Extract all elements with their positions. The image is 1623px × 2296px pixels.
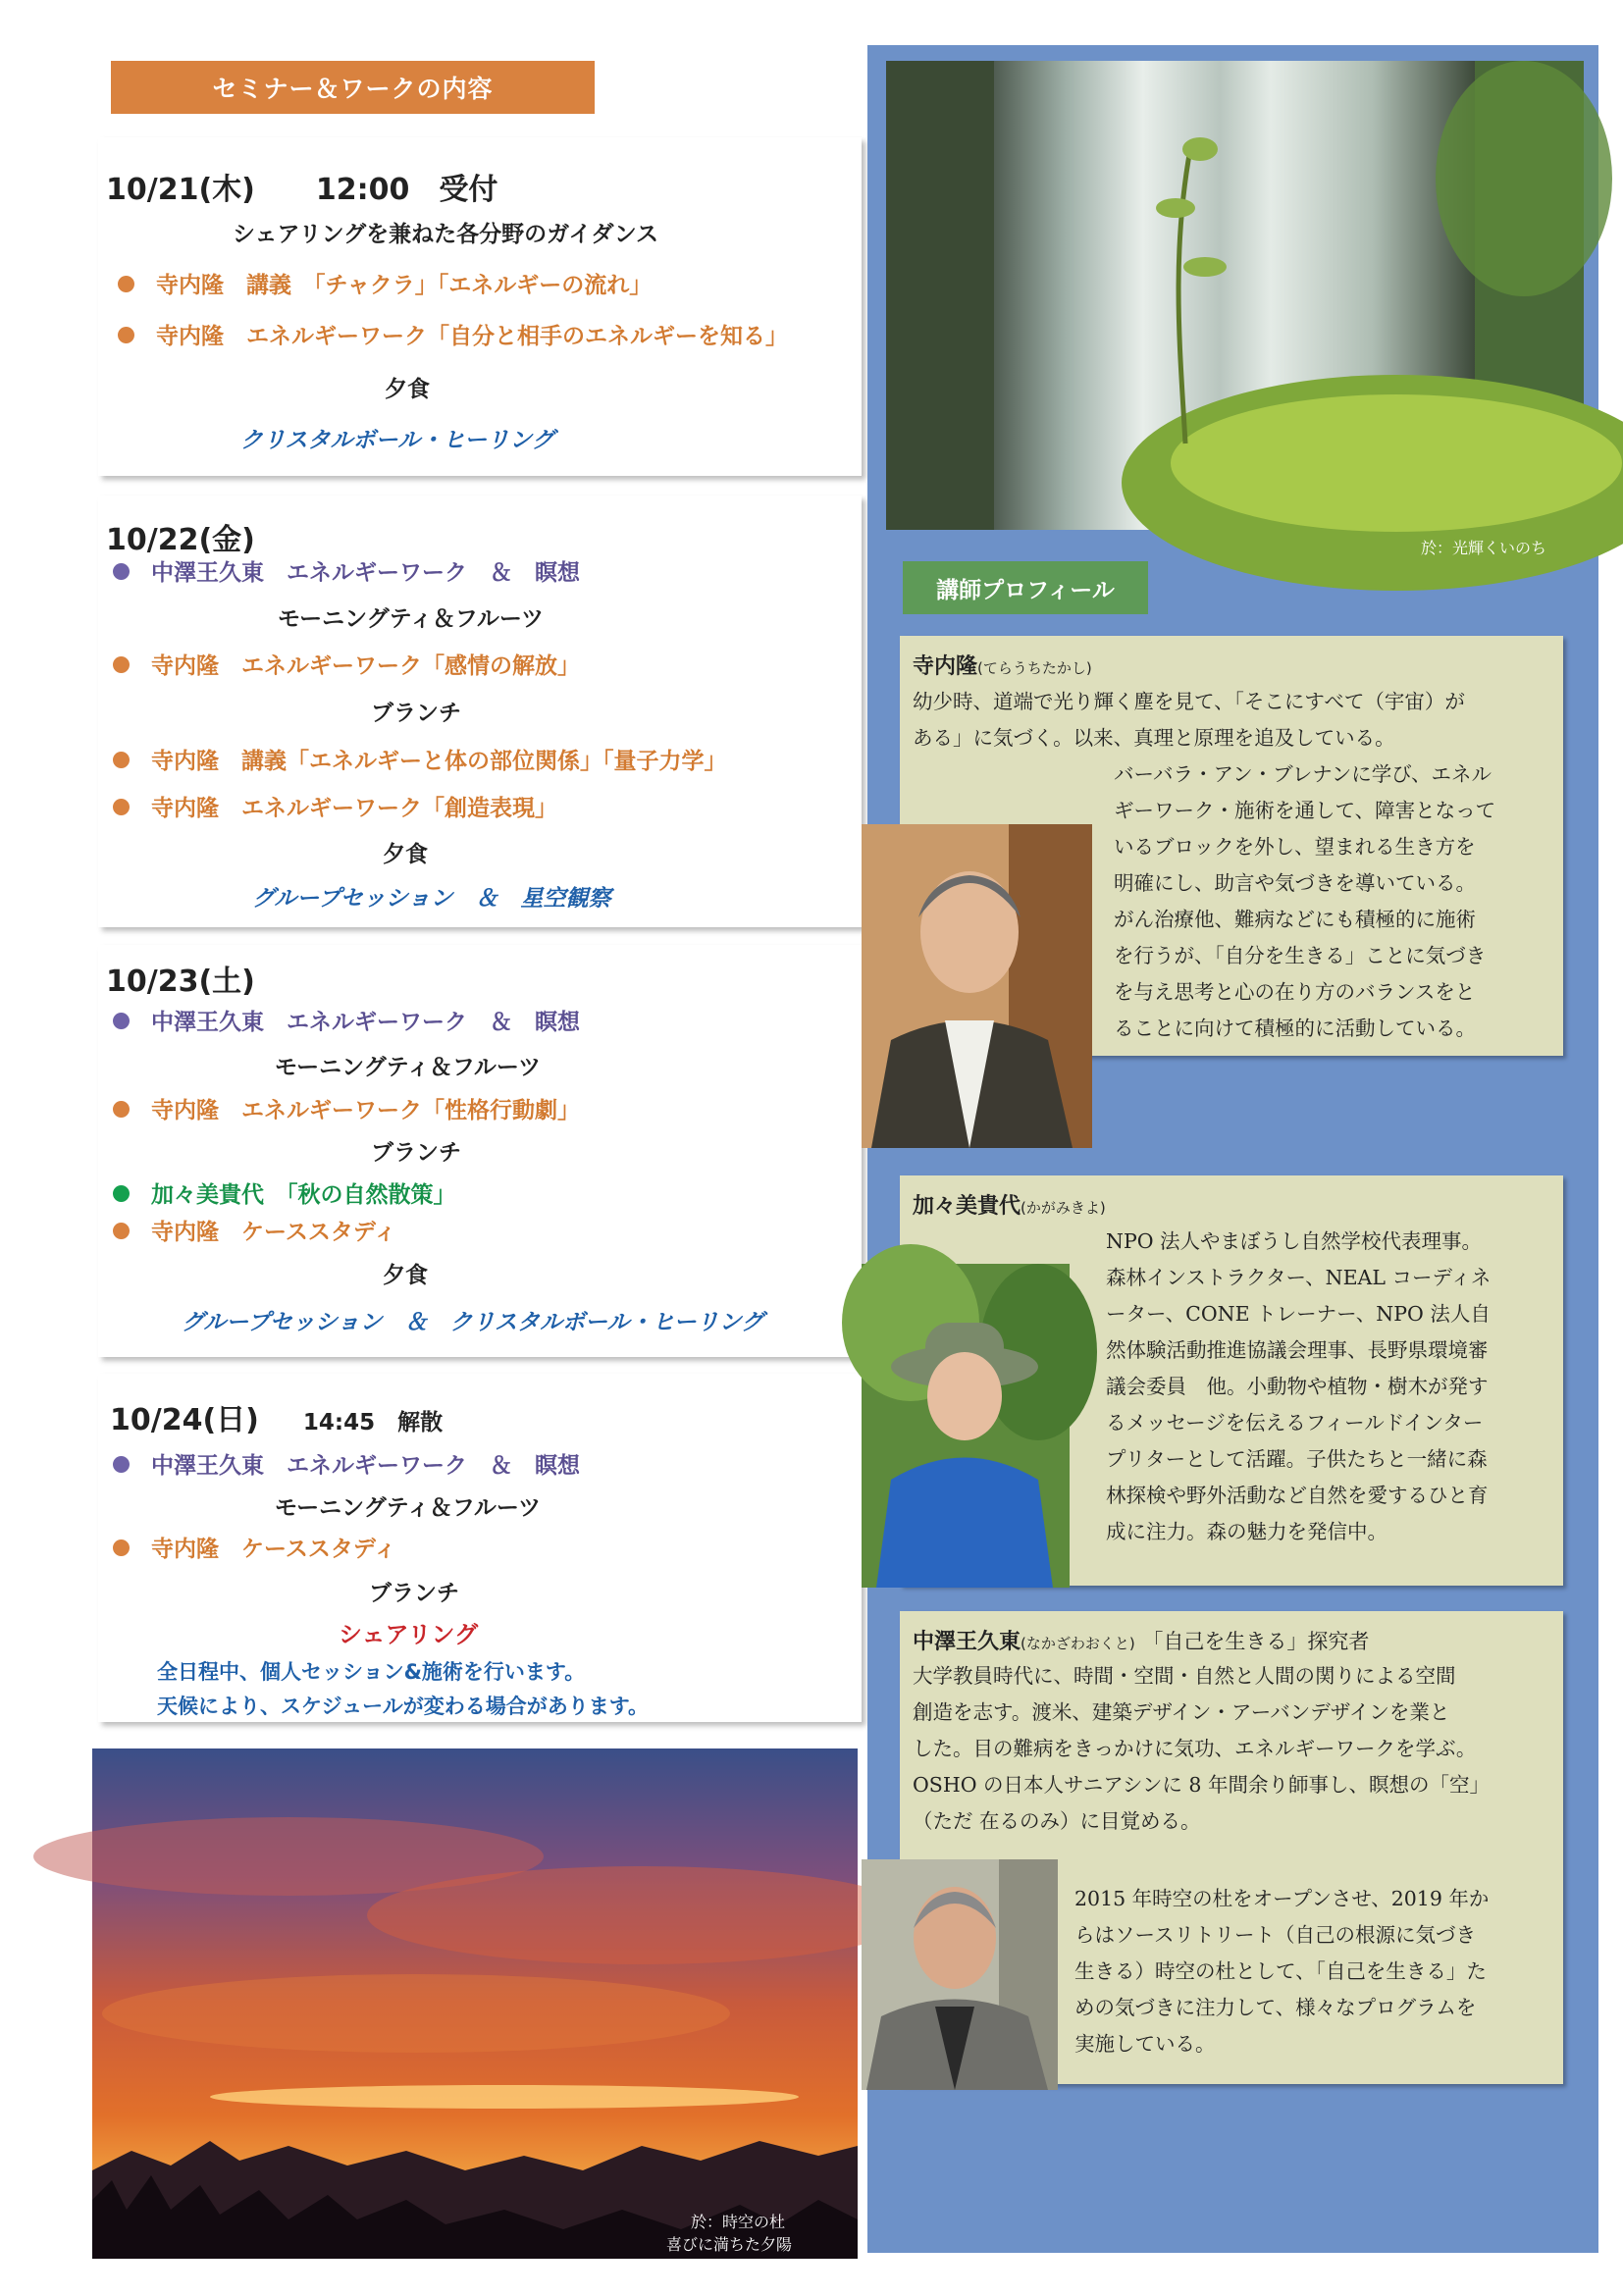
profile-title: 「自己を生きる」探究者 xyxy=(1142,1630,1370,1653)
day-time: 12:00 受付 xyxy=(315,173,498,207)
schedule-item: 寺内隆 ケーススタディ xyxy=(113,1214,396,1246)
schedule-day-1021 xyxy=(98,137,862,476)
schedule-day-1023 xyxy=(98,945,862,1357)
bullet-dot-icon xyxy=(113,799,130,815)
portrait-kagami xyxy=(862,1264,1070,1588)
schedule-line: ブランチ xyxy=(371,701,461,726)
bullet-dot-icon xyxy=(113,1539,130,1556)
schedule-line: グループセッション ＆ 星空観察 xyxy=(252,886,611,912)
schedule-item: 寺内隆 エネルギーワーク「創造表現」 xyxy=(113,790,557,822)
day-date: 10/22(金) xyxy=(106,523,255,557)
instructor-profile-header: 講師プロフィール xyxy=(903,561,1148,614)
schedule-line: グループセッション ＆ クリスタルボール・ヒーリング xyxy=(182,1310,764,1335)
portrait-nakazawa xyxy=(862,1859,1058,2090)
day-date: 10/21(木) 12:00 受付 xyxy=(106,173,498,207)
day-date: 10/23(土) xyxy=(106,965,255,999)
bullet-dot-icon xyxy=(113,1013,130,1029)
bullet-dot-icon xyxy=(113,1456,130,1473)
bullet-dot-icon xyxy=(113,1223,130,1239)
bullet-dot-icon xyxy=(118,276,134,292)
schedule-day-1024 xyxy=(98,1374,862,1722)
bullet-dot-icon xyxy=(118,327,134,343)
schedule-line: シェアリングを兼ねた各分野のガイダンス xyxy=(233,222,659,247)
schedule-line: 夕食 xyxy=(383,1263,428,1288)
profile-text: 幼少時、道端で光り輝く塵を見て、「そこにすべて（宇宙）が ある」に気づく。以来、真理と原理を追及している。 xyxy=(913,690,1465,750)
portrait-image xyxy=(862,824,1092,1148)
profile-name: 加々美貴代(かがみきよ) xyxy=(913,1194,1106,1219)
profile-name: 中澤王久東(なかざわおくと) 「自己を生きる」探究者 xyxy=(913,1630,1370,1654)
sunset-caption: 喜びに満ちた夕陽 xyxy=(666,2235,793,2254)
sunset-image xyxy=(92,1748,858,2259)
portrait-image xyxy=(862,1264,1070,1588)
schedule-line: ブランチ xyxy=(369,1581,459,1606)
schedule-line: モーニングティ＆フルーツ xyxy=(275,1055,541,1080)
bullet-dot-icon xyxy=(113,752,130,768)
profile-text: 大学教員時代に、時間・空間・自然と人間の関りによる空間 創造を志す。渡米、建築デザイン・アーバンデザインを業と した。目の難病をきっかけに気功、エネルギーワークを学ぶ。 OSHO の日本人サニアシンに 8 年間余り師事し、瞑想の「空」 （ただ 在るのみ）に目覚める。 xyxy=(913,1664,1490,1833)
schedule-item: 中澤王久東 エネルギーワーク ＆ 瞑想 xyxy=(113,554,580,587)
schedule-day-1022 xyxy=(98,496,862,927)
profile-text: 2015 年時空の杜をオープンさせ、2019 年か らはソースリトリート（自己の根源に気づき 生きる）時空の杜として、「自己を生きる」た めの気づきに注力して、様々なプログラムを 実施している。 xyxy=(1074,1887,1490,2056)
day-time: 14:45 解散 xyxy=(302,1410,444,1435)
schedule-item: 中澤王久東 エネルギーワーク ＆ 瞑想 xyxy=(113,1004,580,1036)
sunset-photo xyxy=(92,1748,858,2259)
schedule-line: シェアリング xyxy=(339,1621,479,1648)
profile-name: 寺内隆(てらうちたかし) xyxy=(913,654,1092,679)
bullet-dot-icon xyxy=(113,1185,130,1202)
schedule-line: モーニングティ＆フルーツ xyxy=(278,606,544,632)
schedule-item: 中澤王久東 エネルギーワーク ＆ 瞑想 xyxy=(113,1447,580,1480)
bullet-dot-icon xyxy=(113,1101,130,1118)
waterfall-photo xyxy=(886,61,1584,557)
seminar-content-header: セミナー＆ワークの内容 xyxy=(111,61,595,114)
profile-text: バーバラ・アン・ブレナンに学び、エネル ギーワーク・施術を通して、障害となって いるブロックを外し、望まれる生き方を 明確にし、助言や気づきを導いている。 がん治療他、難病などにも積極的に施術 を行うが、「自分を生きる」ことに気づき を与え思考と心の在り方のバランスをと ることに向けて積極的に活動している。 xyxy=(1114,762,1496,1040)
schedule-item: 寺内隆 エネルギーワーク「感情の解放」 xyxy=(113,648,580,680)
waterfall-caption: 於：光輝くいのち xyxy=(1421,539,1547,557)
schedule-line: ブランチ xyxy=(371,1140,461,1166)
schedule-item: 寺内隆 エネルギーワーク「自分と相手のエネルギーを知る」 xyxy=(118,318,788,350)
waterfall-image xyxy=(886,61,1584,530)
portrait-image xyxy=(862,1859,1058,2090)
schedule-item: 加々美貴代 「秋の自然散策」 xyxy=(113,1176,456,1209)
schedule-line: モーニングティ＆フルーツ xyxy=(275,1495,541,1521)
day-date: 10/24(日) 14:45 解散 xyxy=(110,1403,444,1437)
schedule-note: 全日程中、個人セッション&施術を行います。 xyxy=(157,1660,586,1684)
schedule-note: 天候により、スケジュールが変わる場合があります。 xyxy=(157,1695,650,1718)
profile-text: NPO 法人やまぼうし自然学校代表理事。 森林インストラクター、NEAL コーディネ ーター、CONE トレーナー、NPO 法人自 然体験活動推進協議会理事、長野県環境審 議会委員 他。小動物や植物・樹木が発す るメッセージを伝えるフィールドインター プリターとして活躍。子供たちと一緒に森 林探検や野外活動など自然を愛するひと育 成に注力。森の魅力を発信中。 xyxy=(1106,1229,1492,1543)
schedule-item: 寺内隆 ケーススタディ xyxy=(113,1531,396,1563)
schedule-item: 寺内隆 講義 「チャクラ」「エネルギーの流れ」 xyxy=(118,267,652,299)
schedule-line: 夕食 xyxy=(383,842,428,867)
schedule-item: 寺内隆 講義「エネルギーと体の部位関係」「量子力学」 xyxy=(113,743,727,775)
schedule-line: クリスタルボール・ヒーリング xyxy=(240,428,554,453)
portrait-terauchi xyxy=(862,824,1092,1148)
bullet-dot-icon xyxy=(113,563,130,580)
schedule-item: 寺内隆 エネルギーワーク「性格行動劇」 xyxy=(113,1092,580,1124)
bullet-dot-icon xyxy=(113,656,130,673)
sunset-caption: 於：時空の杜 xyxy=(691,2213,786,2231)
schedule-line: 夕食 xyxy=(385,377,430,402)
